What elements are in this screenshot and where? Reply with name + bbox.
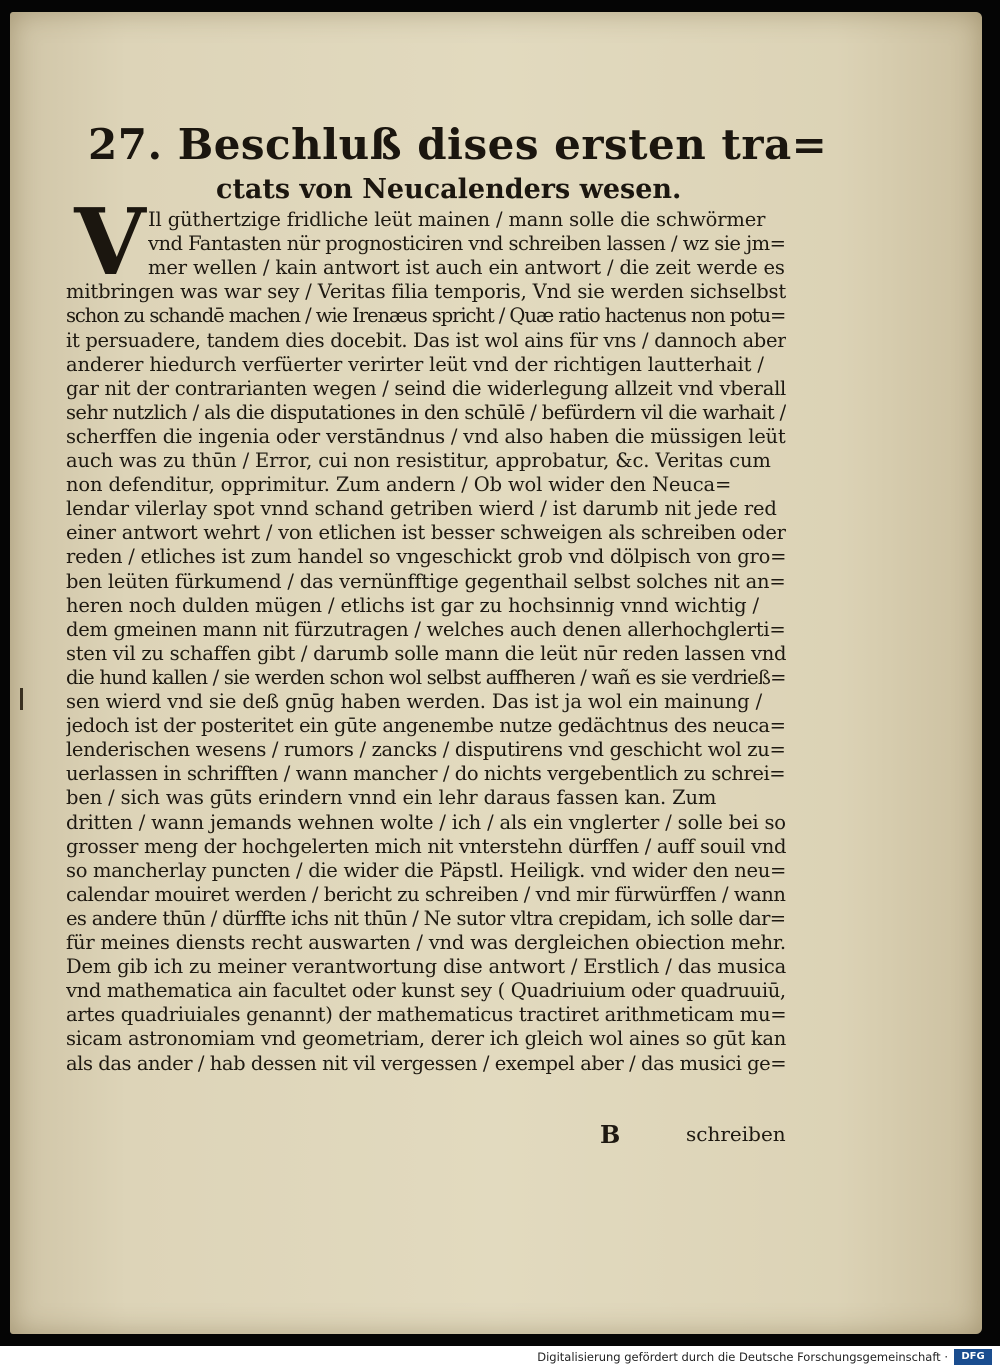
text-line: heren noch dulden mügen / etlichs ist gar zu hochsinnig vnnd wichtig / — [66, 593, 759, 617]
catchword: schreiben — [686, 1122, 786, 1146]
text-line: schon zu schandē machen / wie Irenæus spricht / Quæ ratio hactenus non potu= — [66, 304, 786, 328]
text-line: uerlassen in schrifften / wann mancher / do nichts vergebentlich zu schrei= — [66, 762, 786, 786]
chapter-subheading: ctats von Neucalenders wesen. — [216, 174, 682, 205]
text-line: artes quadriuiales genannt) der mathematicus tractiret arithmeticam mu= — [66, 1003, 786, 1027]
text-line: gar nit der contrarianten wegen / seind die widerlegung allzeit vnd vberall — [66, 376, 786, 400]
text-line: Dem gib ich zu meiner verantwortung dise antwort / Erstlich / das musica — [66, 955, 786, 979]
text-line: ben leüten fürkumend / das vernünfftige gegenthail selbst solches nit an= — [66, 569, 786, 593]
text-line: mitbringen was war sey / Veritas filia temporis, Vnd sie werden sichselbst — [66, 280, 786, 304]
text-line: einer antwort wehrt / von etlichen ist besser schweigen als schreiben oder — [66, 521, 786, 545]
margin-mark — [20, 688, 23, 710]
text-line: es andere thūn / dürffte ichs nit thūn / Ne sutor vltra crepidam, ich solle dar= — [66, 906, 786, 930]
text-line: reden / etliches ist zum handel so vngeschickt grob vnd dölpisch von gro= — [66, 545, 786, 569]
dfg-logo-icon: DFG — [954, 1349, 992, 1365]
text-line: anderer hiedurch verfüerter verirter leüt vnd der richtigen lautterhait / — [66, 352, 764, 376]
text-line: für meines diensts recht auswarten / vnd was dergleichen obiection mehr. — [66, 931, 786, 954]
text-line: sen wierd vnd sie deß gnūg haben werden. Das ist ja wol ein mainung / — [66, 690, 762, 713]
text-line: sicam astronomiam vnd geometriam, derer ich gleich wol aines so gūt kan — [66, 1027, 786, 1051]
text-line: Il güthertzige fridliche leüt mainen / mann solle die schwörmer — [148, 208, 766, 231]
text-line: die hund kallen / sie werden schon wol selbst auffheren / wañ es sie verdrieß= — [66, 665, 786, 689]
text-line: so mancherlay puncten / die wider die Päpstl. Heiligk. vnd wider den neu= — [66, 858, 786, 882]
text-line: sehr nutzlich / als die disputationes in den schūlē / befürdern vil die warhait / — [66, 400, 786, 424]
text-line: dem gmeinen mann nit fürzutragen / welches auch denen allerhochglerti= — [66, 617, 786, 641]
text-line: auch was zu thūn / Error, cui non resistitur, approbatur, &c. Veritas cum — [66, 449, 771, 472]
text-line: vnd Fantasten nür prognosticiren vnd schreiben lassen / wz sie jm= — [148, 232, 786, 256]
decorated-initial: V — [74, 188, 146, 296]
text-line: scherffen die ingenia oder verstāndnus / vnd also haben die müssigen leüt — [66, 424, 786, 448]
text-line: vnd mathematica ain facultet oder kunst sey ( Quadriuium oder quadruuiū, — [66, 979, 786, 1003]
text-line: dritten / wann jemands wehnen wolte / ich / als ein vnglerter / solle bei so — [66, 810, 786, 834]
signature-mark: B — [600, 1120, 621, 1149]
text-line: ben / sich was gūts erindern vnnd ein lehr daraus fassen kan. Zum — [66, 786, 717, 810]
text-line: lendar vilerlay spot vnnd schand getriben wierd / ist darumb nit jede red — [66, 497, 777, 521]
book-page — [10, 12, 982, 1334]
funding-notice: Digitalisierung gefördert durch die Deutsche Forschungsgemeinschaft · — [537, 1350, 948, 1364]
text-line: grosser meng der hochgelerten mich nit vnterstehn dürffen / auff souil vnd — [66, 834, 786, 858]
text-line: sten vil zu schaffen gibt / darumb solle mann die leüt nūr reden lassen vnd — [66, 641, 786, 665]
text-line: it persuadere, tandem dies docebit. Das ist wol ains für vns / dannoch aber — [66, 328, 786, 352]
text-line: als das ander / hab dessen nit vil vergessen / exempel aber / das musici ge= — [66, 1051, 786, 1075]
text-line: calendar mouiret werden / bericht zu schreiben / vnd mir fürwürffen / wann — [66, 882, 786, 906]
chapter-heading: 27. Beschluß dises ersten tra= — [88, 120, 828, 169]
text-line: jedoch ist der posteritet ein gūte angenembe nutze gedächtnus des neuca= — [66, 714, 786, 738]
text-line: lenderischen wesens / rumors / zancks / disputirens vnd geschicht wol zu= — [66, 738, 786, 762]
text-line: non defenditur, opprimitur. Zum andern / Ob wol wider den Neuca= — [66, 473, 732, 497]
text-line: mer wellen / kain antwort ist auch ein antwort / die zeit werde es — [148, 256, 785, 280]
footer-bar — [0, 1346, 1000, 1370]
